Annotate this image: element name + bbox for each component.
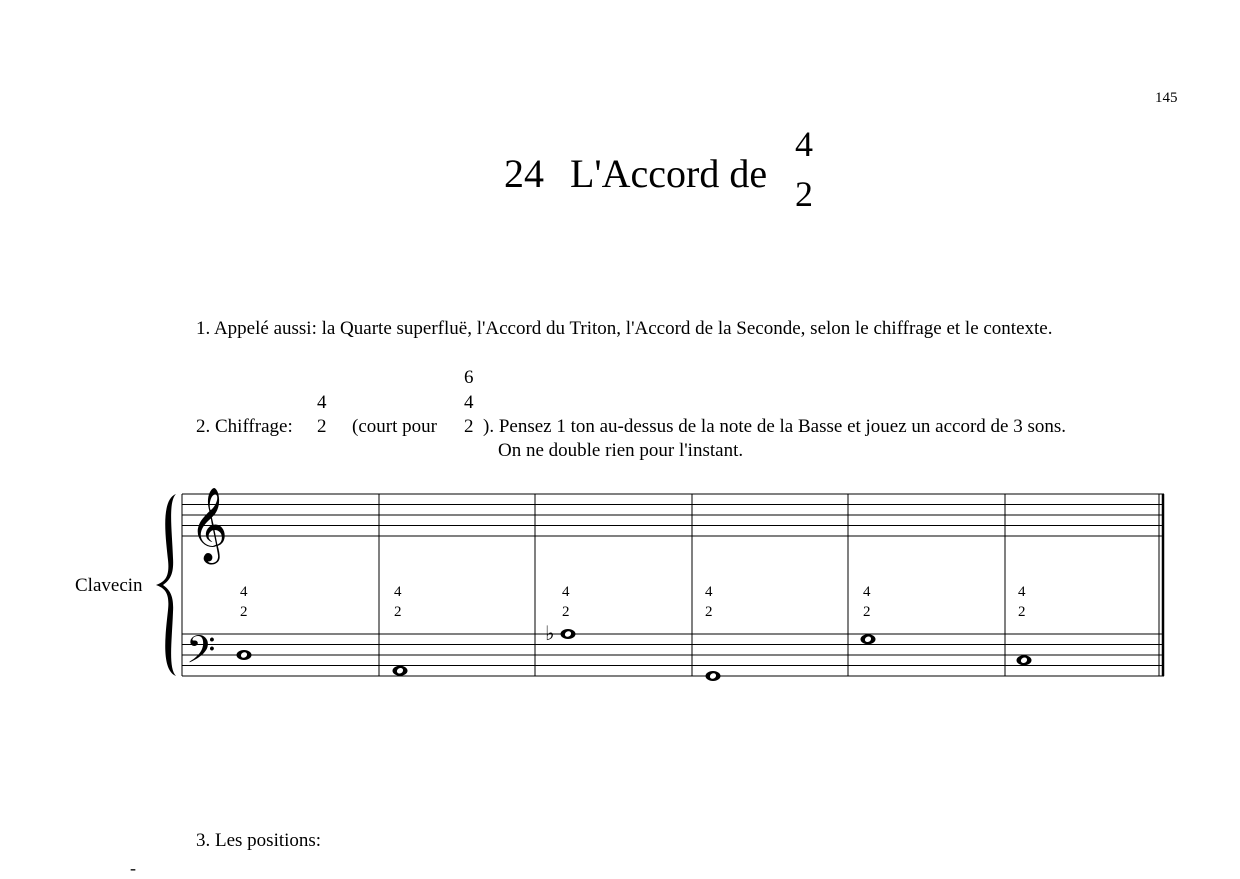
- section-2-rest: ). Pensez 1 ton au-dessus de la note de la Basse et jouez un accord de 3 sons.: [483, 416, 1067, 437]
- treble-clef-icon: 𝄞: [190, 488, 228, 562]
- figure-digit: 4: [1018, 584, 1026, 600]
- figure-digit: 2: [705, 604, 713, 620]
- figure-digit: 2: [562, 604, 570, 620]
- section-3-heading: 3. Les positions:: [196, 830, 322, 851]
- chapter-title: L'Accord de: [570, 151, 768, 196]
- figure-full-middle: 4: [464, 392, 474, 413]
- bass-clef-icon: 𝄢: [186, 627, 216, 681]
- instrument-label: Clavecin: [75, 575, 143, 596]
- title-figure-top: 4: [795, 124, 813, 164]
- figure-digit: 4: [562, 584, 570, 600]
- figured-bass: [240, 584, 1026, 620]
- page-number: 145: [1155, 90, 1178, 106]
- figure-digit: 4: [705, 584, 713, 600]
- flat-icon: ♭: [545, 621, 555, 645]
- figure-short-bottom: 2: [317, 416, 327, 437]
- staff-lines: [182, 494, 1164, 676]
- figure-digit: 2: [394, 604, 402, 620]
- figure-full-bottom: 2: [464, 416, 474, 437]
- footer-mark: -: [130, 858, 136, 878]
- figure-digit: 2: [1018, 604, 1026, 620]
- section-1-text: 1. Appelé aussi: la Quarte superfluë, l'Accord du Triton, l'Accord de la Seconde, selon le chiffrage et le contexte.: [196, 318, 1053, 339]
- section-2-line2: On ne double rien pour l'instant.: [498, 440, 744, 461]
- figure-full-top: 6: [464, 367, 474, 388]
- title-figure-bottom: 2: [795, 174, 813, 214]
- bass-notes: [237, 621, 1032, 681]
- figure-digit: 4: [240, 584, 248, 600]
- barlines: [182, 494, 1163, 676]
- grand-staff-brace: [156, 494, 176, 676]
- figure-digit: 2: [863, 604, 871, 620]
- chapter-number: 24: [504, 151, 544, 196]
- figure-short-top: 4: [317, 392, 327, 413]
- figure-digit: 4: [863, 584, 871, 600]
- figure-digit: 4: [394, 584, 402, 600]
- figure-digit: 2: [240, 604, 248, 620]
- section-2-label: 2. Chiffrage:: [196, 416, 293, 437]
- court-pour-text: (court pour: [352, 416, 437, 437]
